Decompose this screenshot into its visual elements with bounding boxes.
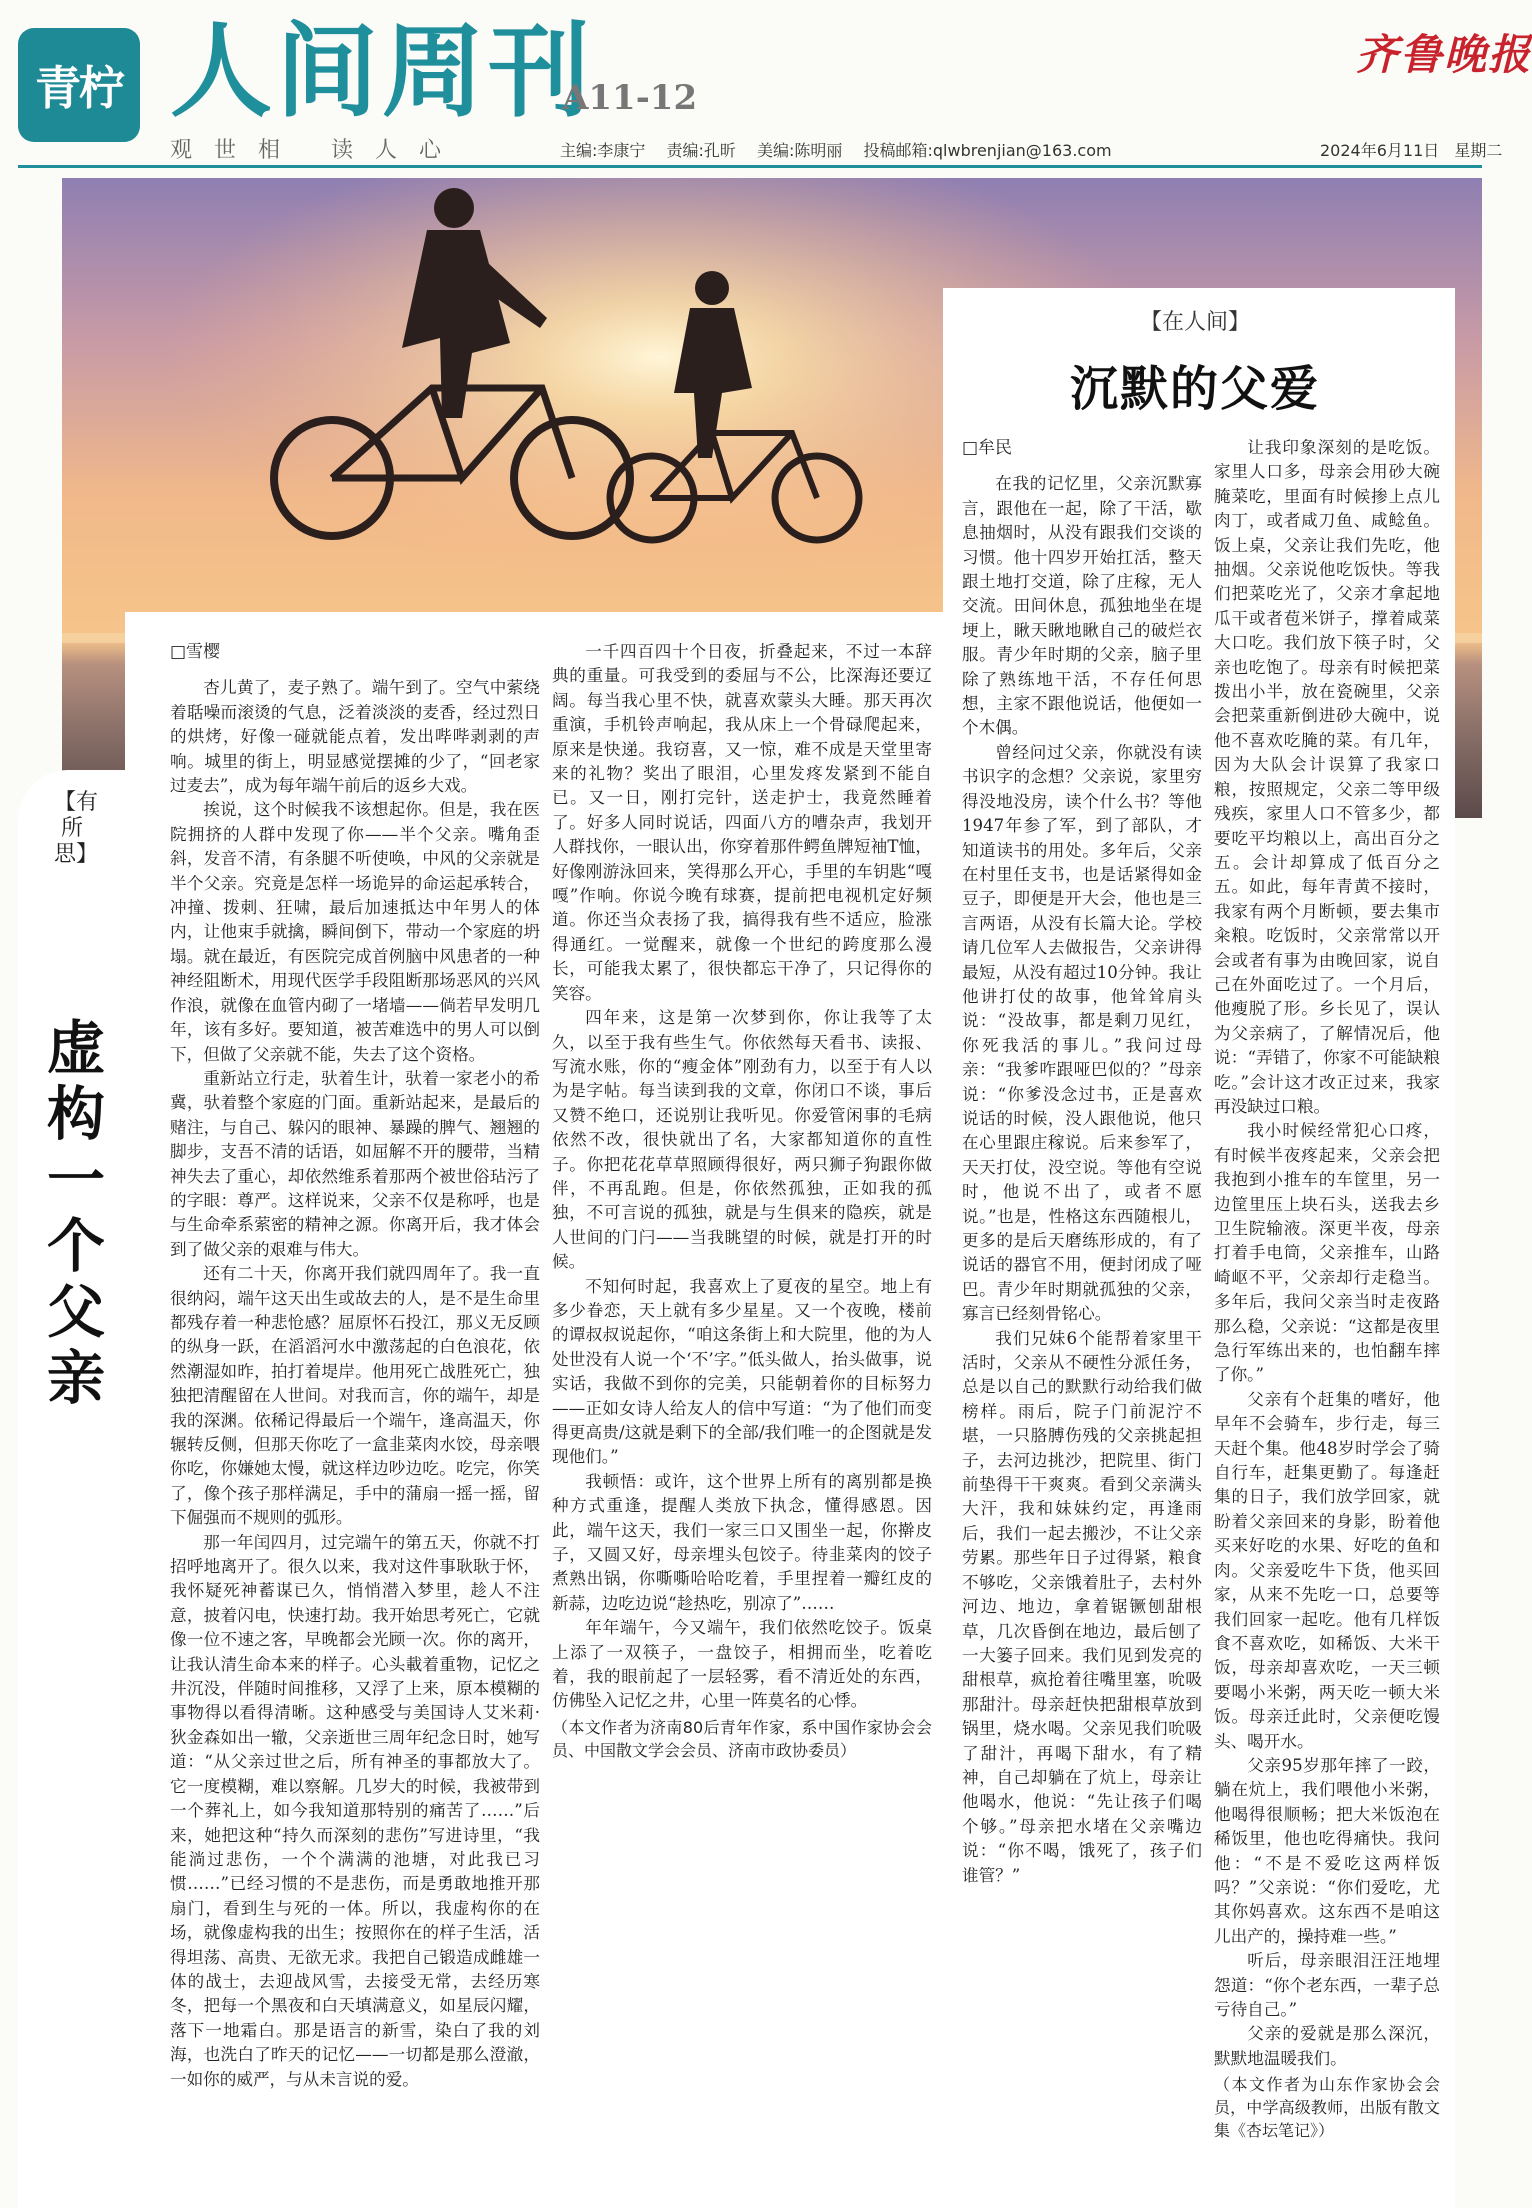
- masthead-divider: [18, 165, 1482, 168]
- section-motto: 观世相 读人心: [170, 138, 463, 163]
- article-1-sidebar: [18, 770, 138, 2208]
- article-2-column-2: [1214, 436, 1440, 2188]
- article-1-title: 虚构一个父亲: [46, 1014, 105, 1412]
- newspaper-name: 齐鲁晚报: [1356, 30, 1532, 79]
- article-1-author-note: （本文作者为济南80后青年作家，系中国作家协会会员、中国散文学会会员、济南市政协委员）: [552, 1717, 932, 1760]
- article-1-paragraph: 还有二十天，你离开我们就四周年了。我一直很纳闷，端午这天出生或故去的人，是不是生命里都残存着一种悲怆感？屈原怀石投江，那义无反顾的纵身一跃，在滔滔河水中激荡起的白色浪花，依然潮湿如昨，拍打着堤岸。他用死亡战胜死亡，独独把清醒留在人世间。对我而言，你的端午，却是我的深渊。依稀记得最后一个端午，逢高温天，你辗转反侧，但那天你吃了一盒韭菜肉水饺，母亲喂你吃，你嫌她太慢，就这样边吵边吃。吃完，你笑了，像个孩子那样满足，手中的蒲扇一摇一摇，留下倔强而不规则的弧形。: [170, 1264, 540, 1528]
- editor-credits: [560, 138, 1128, 161]
- publication-title: 人间周刊: [170, 12, 594, 132]
- article-1-paragraph: 不知何时起，我喜欢上了夏夜的星空。地上有多少眷恋，天上就有多少星星。又一个夜晚，楼前的谭叔叔说起你，“咱这条街上和大院里，他的为人处世没有人说一个‘不’字。”低头做人，抬头做事，说实话，我做不到你的完美，只能朝着你的目标努力——正如女诗人给友人的信中写道：“为了他们而变得更高贵/这就是剩下的全部/我们唯一的企图就是发现他们。”: [552, 1276, 932, 1467]
- article-1-paragraph: 那一年闰四月，过完端午的第五天，你就不打招呼地离开了。很久以来，我对这件事耿耿于怀，我怀疑死神蓄谋已久，悄悄潜入梦里，趁人不注意，披着闪电，快速打劫。我开始思考死亡，它就像一位不速之客，早晚都会光顾一次。你的离开，让我认清生命本来的样子。心头載着重物，记忆之井沉没，伴随时间推移，又浮了上来，原本模糊的事物得以看得清晰。这种感受与美国诗人艾米莉·狄金森如出一辙，父亲逝世三周年纪念日时，她写道：“从父亲过世之后，所有神圣的事都放大了。它一度模糊，难以察解。几岁大的时候，我被带到一个葬礼上，如今我知道那特别的痛苦了……”后来，她把这种“持久而深刻的悲伤”写进诗里，“我能淌过悲伤，一个个满满的池塘，对此我已习惯……”已经习惯的不是悲伤，而是勇敢地推开那扇门，看到生与死的一体。所以，我虚构你的在场，就像虚构我的出生；按照你在的样子生活，活得坦荡、高贵、无欲无求。我把自己锻造成雌雄一体的战士，去迎战风雪，去接受无常，去经历寒冬，把每一个黑夜和白天填满意义，如星辰闪耀，落下一地霜白。那是语言的新雪，染白了我的刘海，也洗白了昨天的记忆——一切都是那么澄澈，一如你的威严，与从未言说的爱。: [170, 1532, 540, 2089]
- date-text: 2024年6月11日: [1320, 141, 1440, 160]
- article-1-column-1: [170, 640, 540, 2180]
- article-2-column-1: [962, 436, 1202, 2188]
- article-2-paragraph: 我们兄妹6个能帮着家里干活时，父亲从不硬性分派任务，总是以自己的默默行动给我们做榜样。雨后，院子门前泥泞不堪，一只胳膊伤残的父亲挑起担子，去河边挑沙，把院里、街门前垫得干干爽爽。看到父亲满头大汗，我和妹妹约定，再逢雨后，我们一起去搬沙，不让父亲劳累。那些年日子过得紧，粮食不够吃，父亲饿着肚子，去村外河边、地边，拿着锯镢刨甜根草，几次昏倒在地边，最后刨了一大篓子回来。我们见到发亮的甜根草，疯抢着往嘴里塞，吮吸那甜汁。母亲赶快把甜根草放到锅里，烧水喝。父亲见我们吮吸了甜汁，再喝下甜水，有了精神，自己却躺在了炕上，母亲让他喝水，他说：“先让孩子们喝个够。”母亲把水堵在父亲嘴边说：“你不喝，饿死了，孩子们谁管？”: [962, 1328, 1202, 1885]
- article-1-section-tag: 【有所思】: [54, 790, 99, 867]
- article-1-paragraph: 年年端午，今又端午，我们依然吃饺子。饭桌上添了一双筷子，一盘饺子，相拥而坐，吃着吃着，我的眼前起了一层轻雾，看不清近处的东西，仿佛坠入记忆之井，心里一阵莫名的心悸。: [552, 1618, 932, 1711]
- article-1-paragraph: 杏儿黄了，麦子熟了。端午到了。空气中萦绕着聒噪而滚烫的气息，泛着淡淡的麦香，经过烈日的烘烤，好像一碰就能点着，发出哔哔剥剥的声响。城里的街上，明显感觉摆摊的少了，“回老家过麦去”，成为每年端午前后的返乡大戏。: [170, 678, 540, 796]
- article-2-paragraph: 我小时候经常犯心口疼，有时候半夜疼起来，父亲会把我抱到小推车的车筐里，另一边筐里压上块石头，送我去乡卫生院输液。深更半夜，母亲打着手电筒，父亲推车，山路崎岖不平，父亲却行走稳当。多年后，我问父亲当时走夜路那么稳，父亲说：“这都是夜里急行军练出来的，也怕翻车摔了你。”: [1214, 1121, 1440, 1385]
- article-2-paragraph: 父亲的爱就是那么深沉，默默地温暖我们。: [1214, 2024, 1440, 2068]
- article-2-paragraph: 听后，母亲眼泪汪汪地埋怨道：“你个老东西，一辈子总亏待自己。”: [1214, 1951, 1440, 2019]
- article-2-paragraph: 父亲有个赶集的嗜好，他早年不会骑车，步行走，每三天赶个集。他48岁时学会了骑自行车，赶集更勤了。每逢赶集的日子，我们放学回家，就盼着父亲回来的身影，盼着他买来好吃的水果、好吃的鱼和肉。父亲爱吃牛下货，他买回家，从来不先吃一口，总要等我们回家一起吃。他有几样饭食不喜欢吃，如稀饭、大米干饭，母亲却喜欢吃，一天三顿要喝小米粥，两天吃一顿大米饭。母亲迁此时，父亲便吃馒头、喝开水。: [1214, 1389, 1440, 1751]
- logo-text: 青柠: [35, 61, 123, 115]
- article-2-author-note: （本文作者为山东作家协会会员，中学高级教师，出版有散文集《杏坛笔记》）: [1214, 2075, 1440, 2141]
- page-number: A11-12: [562, 78, 698, 118]
- article-1-column-2: [552, 640, 932, 2188]
- issue-date: [1310, 138, 1502, 161]
- article-1-paragraph: 四年来，这是第一次梦到你，你让我等了太久，以至于我有些生气。你依然每天看书、读报、写流水账，你的“瘦金体”刚劲有力，以至于有人以为是字帖。每当读到我的文章，你闭口不谈，事后又赞不绝口，还说别让我听见。你爱管闲事的毛病依然不改，很快就出了名，大家都知道你的直性子。你把花花草草照顾得很好，两只狮子狗跟你做伴，不再乱跑。但是，你依然孤独，正如我的孤独，不可言说的孤独，就是与生俱来的隐疾，就是人世间的门闩——当我眺望的时候，就是打开的时候。: [552, 1008, 932, 1272]
- article-2-paragraph: 让我印象深刻的是吃饭。家里人口多，母亲会用砂大碗腌菜吃，里面有时候掺上点儿肉丁，或者咸刀鱼、咸鲶鱼。饭上桌，父亲让我们先吃，他抽烟。父亲说他吃饭快。等我们把菜吃光了，父亲才拿起地瓜干或者苞米饼子，撑着咸菜大口吃。我们放下筷子时，父亲也吃饱了。母亲有时候把菜拨出小半，放在瓷碗里，父亲会把菜重新倒进砂大碗中，说他不喜欢吃腌的菜。有几年，因为大队会计误算了我家口粮，按照规定，父亲二等甲级残疾，家里人口不管多少，都要吃平均粮以上，高出百分之五。会计却算成了低百分之五。如此，每年青黄不接时，我家有两个月断顿，要去集市籴粮。吃饭时，父亲常常以开会或者有事为由晚回家，说自己在外面吃过了。一个月后，他瘦脱了形。乡长见了，误认为父亲病了，了解情况后，他说：“弄错了，你家不可能缺粮吃。”会计这才改正过来，我家再没缺过口粮。: [1214, 438, 1440, 1116]
- article-2-paragraph: 父亲95岁那年摔了一跤，躺在炕上，我们喂他小米粥，他喝得很顺畅；把大米饭泡在稀饭里，他也吃得痛快。我问他：“不是不爱吃这两样饭吗？”父亲说：“你们爱吃，尤其你妈喜欢。这东西不是咱这儿出产的，操持难一些。”: [1214, 1755, 1440, 1946]
- article-2-paragraph: 曾经问过父亲，你就没有读书识字的念想？父亲说，家里穷得没地没房，读个什么书？等他1947年参了军，到了部队，才知道读书的用处。多年后，父亲在村里任支书，也是话紧得如金豆子，即便是开大会，他也是三言两语，从没有长篇大论。学校请几位军人去做报告，父亲讲得最短，从没有超过10分钟。我让他讲打仗的故事，他耸耸肩头说：“没故事，都是剩刀见红，你死我活的事儿。”我问过母亲：“我爹咋跟哑巴似的？”母亲说：“你爹没念过书，正是喜欢说话的时候，没人跟他说，他只在心里跟庄稼说。后来参军了，天天打仗，没空说。等他有空说时，他说不出了，或者不愿说。”也是，性格这东西随根儿，更多的是后天磨练形成的，有了说话的器官不用，便封闭成了哑巴。青少年时期就孤独的父亲，寡言已经刻骨铭心。: [962, 742, 1202, 1324]
- article-2-author: □牟民: [962, 438, 1013, 458]
- article-2-title: 沉默的父爱: [1069, 361, 1320, 417]
- article-2-paragraph: 在我的记忆里，父亲沉默寡言，跟他在一起，除了干活，歇息抽烟时，从没有跟我们交谈的习惯。他十四岁开始扛活，整天跟土地打交道，除了庄稼，无人交流。田间休息，孤独地坐在堤埂上，瞅天瞅地瞅自己的破烂衣服。青少年时期的父亲，脑子里除了熟练地干活，不存任何思想，主家不跟他说话，他便如一个木偶。: [962, 474, 1202, 738]
- submission-email[interactable]: 投稿邮箱:qlwbrenjian@163.com: [863, 141, 1112, 160]
- article-1-author: □雪樱: [170, 642, 221, 662]
- article-2-section-tag: 【在人间】: [1139, 310, 1250, 335]
- article-1-paragraph: 一千四百四十个日夜，折叠起来，不过一本辞典的重量。可我受到的委屈与不公，比深海还要辽阔。每当我心里不快，就喜欢蒙头大睡。那天再次重演，手机铃声响起，我从床上一个骨碌爬起来，原来是快递。我窃喜，又一惊，难不成是天堂里寄来的礼物？奖出了眼泪，心里发疼发紧到不能自已。又一日，刚打完针，送走护士，我竟然睡着了。好多人同时说话，四面八方的嘈杂声，我划开人群找你，一眼认出，你穿着那件鳄鱼牌短袖T恤，好像刚游泳回来，笑得那么开心，手里的车钥匙“嘎嘎”作响。你说今晚有球赛，提前把电视机定好频道。你还当众表扬了我，搞得我有些不适应，脸涨得通红。一觉醒来，就像一个世纪的跨度那么漫长，可能我太累了，很快都忘干净了，只记得你的笑容。: [552, 642, 932, 1003]
- responsible-editor: 责编:孔昕: [666, 141, 736, 160]
- article-1-paragraph: 我顿悟：或许，这个世界上所有的离别都是换种方式重逢，提醒人类放下执念，懂得感恩。因此，端午这天，我们一家三口又围坐一起，你擀皮子，又圆又好，母亲埋头包饺子。待韭菜肉的饺子煮熟出锅，你嘶嘶哈哈吃着，手里捏着一瓣红皮的新蒜，边吃边说“趁热吃，别凉了”……: [552, 1471, 932, 1613]
- article-1-paragraph: 重新站立行走，驮着生计，驮着一家老小的希冀，驮着整个家庭的门面。重新站起来，是最后的赌注，与自己、躲闪的眼神、暴躁的脾气、翘翘的脚步，支吾不清的话语，如屈解不开的腰带，当精神失去了重心，却依然维系着那两个被世俗玷污了的字眼：尊严。这样说来，父亲不仅是称呼，也是与生命牵系萦密的精神之源。你离开后，我才体会到了做父亲的艰难与伟大。: [170, 1068, 540, 1259]
- article-1-paragraph: 挨说，这个时候我不该想起你。但是，我在医院拥挤的人群中发现了你——半个父亲。嘴角歪斜，发音不清，有条腿不听使唤，中风的父亲就是半个父亲。究竟是怎样一场诡异的命运起承转合，冲撞、拨刺、狂啸，最后加速抵达中年男人的体内，让他束手就擒，瞬间倒下，带动一个家庭的坍塌。就在最近，有医院完成首例脑中风患者的一种神经阻断术，用现代医学手段阻断那场恶风的兴风作浪，就像在血管内砌了一堵墙——倘若早发明几年，该有多好。要知道，被苦难选中的男人可以倒下，但做了父亲就不能，失去了这个资格。: [170, 800, 540, 1064]
- chief-editor: 主编:李康宁: [560, 141, 646, 160]
- brand-logo: [18, 28, 140, 142]
- weekday-text: 星期二: [1454, 141, 1503, 160]
- art-editor: 美编:陈明丽: [757, 141, 843, 160]
